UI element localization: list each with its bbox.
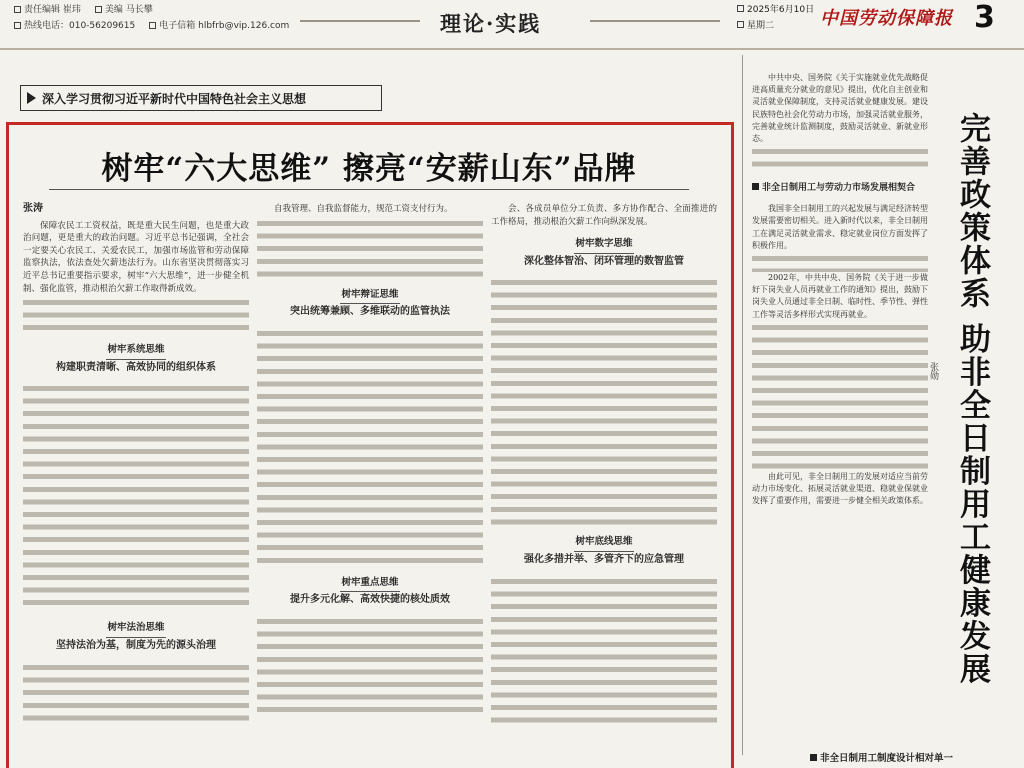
sidebar-intro: 中共中央、国务院《关于实施就业优先战略促进高质量充分就业的意见》提出，优化自主创业和灵活就业保障制度，支持灵活就业健康发展。建设民族特色社会化劳动力市场，加强灵活就业服务，完善就业统计监测制度，鼓励灵活就业、新就业形态。 (752, 73, 928, 144)
subhead-title: 深化整体智治、闭环管理的数智监管 (524, 255, 684, 267)
sidebar-vertical-title: 完善政策体系 助非全日制用工健康发展 (954, 112, 990, 686)
headline-rule (49, 189, 689, 190)
text-block (257, 327, 483, 567)
article-author: 张涛 (23, 203, 43, 214)
series-banner-text: 深入学习贯彻习近平新时代中国特色社会主义思想 (42, 91, 307, 106)
col2-text: 自我管理、自我监督能力，规范工资支付行为。 (274, 204, 453, 214)
subhead-6 (491, 536, 717, 566)
text-block (752, 145, 928, 169)
page-number: 3 (974, 0, 995, 35)
subhead-kicker: 树牢数字思维 (575, 238, 633, 250)
text-block (23, 661, 249, 721)
sidebar-body-1: 我国非全日制用工的兴起发展与满足经济转型发展需要密切相关。进入新时代以来，非全日制用工在满足灵活就业需求、稳定就业岗位方面发挥了积极作用。 (752, 204, 928, 250)
footer-teaser: 非全日制用工制度设计相对单一 (810, 750, 953, 764)
sidebar-subhead: 非全日制用工与劳动力市场发展相契合 (752, 181, 928, 195)
square-bullet-icon (752, 183, 759, 190)
text-block (23, 296, 249, 334)
text-block (752, 321, 928, 471)
subhead-title: 强化多措并举、多管齐下的应急管理 (524, 553, 684, 565)
masthead (0, 0, 1024, 50)
editor-credit: 责任编辑 崔玮 (14, 2, 81, 18)
paper-name: 中国劳动保障报 (820, 8, 953, 29)
text-block (491, 575, 717, 725)
series-banner (20, 85, 382, 111)
article-column-3 (491, 203, 717, 725)
issue-date: 2025年6月10日 星期二 (737, 2, 814, 34)
subhead-title: 提升多元化解、高效快捷的核处质效 (290, 594, 450, 606)
article-column-2 (257, 203, 483, 715)
hotline: 热线电话：010-56209615 (14, 18, 135, 34)
subhead-5 (491, 238, 717, 268)
square-bullet-icon (810, 754, 817, 761)
text-block (257, 615, 483, 715)
email: 电子信箱 hlbfrb@vip.126.com (149, 18, 289, 34)
subhead-kicker: 树牢辩证思维 (341, 288, 399, 300)
subhead-4 (257, 577, 483, 607)
article-headline: 树牢“六大思维” 擦亮“安薪山东”品牌 (101, 151, 637, 187)
text-block (491, 276, 717, 526)
article-intro: 保障农民工工资权益，既是重大民生问题，也是重大政治问题，更是重大的政治问题。习近平总书记强调，全社会一定要关心农民工、关爱农民工，加强市场监管和劳动保障监察执法，依法查处欠薪违法行为。山东省坚决贯彻落实习近平总书记重要指示要求，树牢“六大思维”，进一步健全机制、强化监管，推动根治欠薪工作取得新成效。 (23, 220, 249, 294)
subhead-kicker: 树牢法治思维 (107, 622, 165, 634)
subhead-kicker: 树牢重点思维 (341, 576, 399, 588)
text-block (23, 382, 249, 612)
subhead-kicker: 树牢底线思维 (575, 536, 633, 548)
sidebar-article (752, 72, 928, 507)
subhead-title: 坚持法治为基，制度为先的源头治理 (56, 639, 216, 651)
sidebar-body-3: 由此可见，非全日制用工的发展对适应当前劳动力市场变化、拓展灵活就业渠道、稳就业保就业发挥了重要作用，需要进一步健全相关政策体系。 (752, 471, 928, 506)
triangle-icon (27, 92, 36, 104)
col3-text: 会、各成员单位分工负责、多方协作配合、全面推进的工作格局，推动根治欠薪工作向纵深发展。 (491, 204, 717, 227)
sidebar-body-2: 2002年，中共中央、国务院《关于进一步做好下岗失业人员再就业工作的通知》提出，鼓励下岗失业人员通过非全日制、临时性、季节性、弹性工作等灵活多样形式实现再就业。 (752, 273, 928, 319)
masthead-rule-right (590, 20, 720, 22)
designer-credit: 美编 马长攀 (95, 2, 153, 18)
subhead-kicker: 树牢系统思维 (107, 344, 165, 356)
main-article (6, 122, 734, 768)
text-block (752, 252, 928, 272)
masthead-rule-left (300, 20, 420, 22)
subhead-3 (257, 289, 483, 319)
section-title: 理论·实践 (440, 11, 542, 36)
sidebar-author: 张勋 (928, 362, 938, 380)
subhead-title: 构建职责清晰、高效协同的组织体系 (56, 361, 216, 373)
masthead-credits (14, 2, 289, 34)
subhead-1 (23, 344, 249, 374)
article-column-1 (23, 203, 249, 721)
subhead-title: 突出统筹兼顾、多维联动的监管执法 (290, 306, 450, 318)
column-divider (742, 55, 743, 755)
text-block (257, 217, 483, 279)
subhead-2 (23, 622, 249, 652)
